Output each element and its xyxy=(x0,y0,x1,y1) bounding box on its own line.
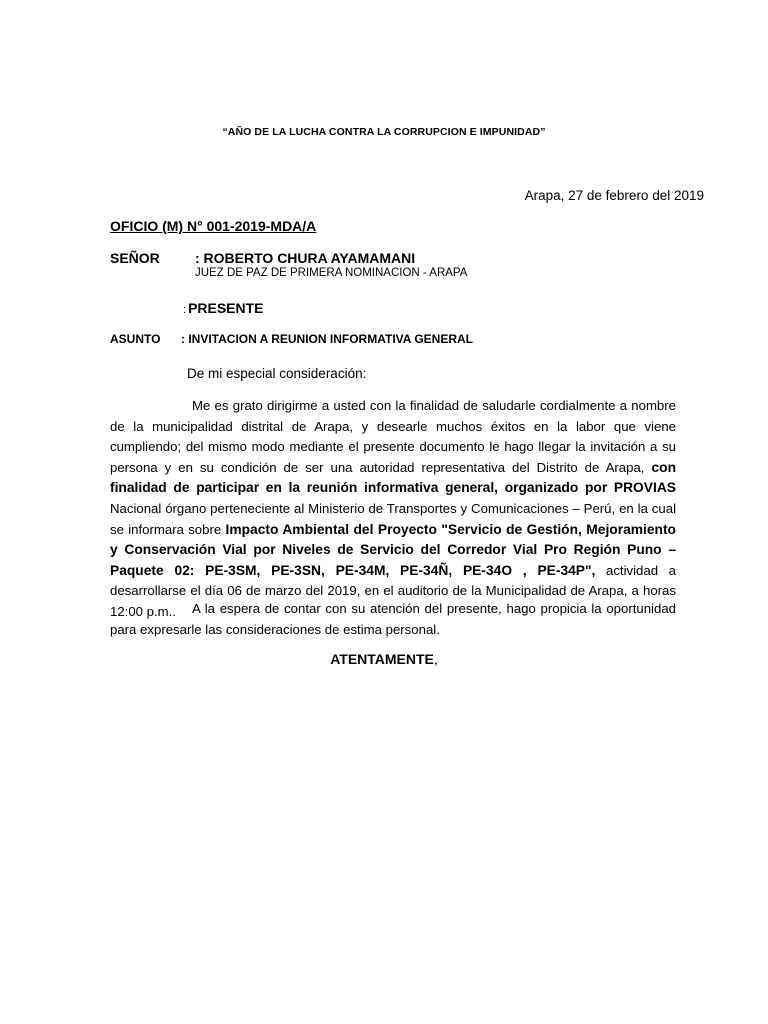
recipient-name: : ROBERTO CHURA AYAMAMANI xyxy=(195,250,416,266)
presente-text: PRESENTE xyxy=(188,300,264,316)
recipient-label: SEÑOR xyxy=(110,250,160,266)
year-motto: “AÑO DE LA LUCHA CONTRA LA CORRUPCION E IMPUNIDAD” xyxy=(222,126,546,138)
body1-part4-bold: Impacto Ambiental del Proyecto "Servicio de Gestión, Mejoramiento y Conservación Vial por Niveles de Servicio del Corredor Vial Pro Región Puno – Paquete 02: PE-3SM, PE-3SN, PE-34M, PE-34Ñ, PE-34O , PE-34P", xyxy=(110,521,676,578)
subject-label: ASUNTO xyxy=(110,332,161,346)
closing-text: ATENTAMENTE xyxy=(330,651,434,667)
body1-part5: actividad a desarrollarse el día 06 de marzo del 2019, en el auditorio de la Municipalidad de Arapa, a horas 12:00 p.m.. xyxy=(110,562,676,619)
subject-text: : INVITACION A REUNION INFORMATIVA GENERAL xyxy=(181,332,473,346)
presente-colon: : xyxy=(183,304,187,316)
closing xyxy=(0,651,768,667)
body1-part1: Me es grato dirigirme a usted con la finalidad de saludarle cordialmente a nombre de la municipalidad distrital de Arapa, y desearle muchos éxitos en la labor que viene cumpliendo; del mismo modo mediante el presente documento le hago llegar la invitación a su persona y en su condición de ser una autoridad representativa del Distrito de Arapa, xyxy=(110,398,676,475)
body1-part3: Nacional órgano perteneciente al Ministerio de Transportes y Comunicaciones – Perú, en la cual se informara sobre xyxy=(110,500,676,537)
document-number: OFICIO (M) N° 001-2019-MDA/A xyxy=(110,218,317,234)
closing-comma: , xyxy=(433,651,438,667)
salutation: De mi especial consideración: xyxy=(187,366,367,381)
body1-part2-bold: con finalidad de participar en la reunión informativa general, organizado por PROVIAS xyxy=(110,459,676,496)
letter-date: Arapa, 27 de febrero del 2019 xyxy=(524,188,704,203)
body2-text: A la espera de contar con su atención del presente, hago propicia la oportunidad para expresarle las consideraciones de estima personal. xyxy=(110,601,676,637)
presente-line xyxy=(183,300,264,316)
body-paragraph-2 xyxy=(110,599,676,640)
recipient-title: JUEZ DE PAZ DE PRIMERA NOMINACION - ARAPA xyxy=(195,267,468,279)
body-paragraph-1 xyxy=(110,396,676,623)
